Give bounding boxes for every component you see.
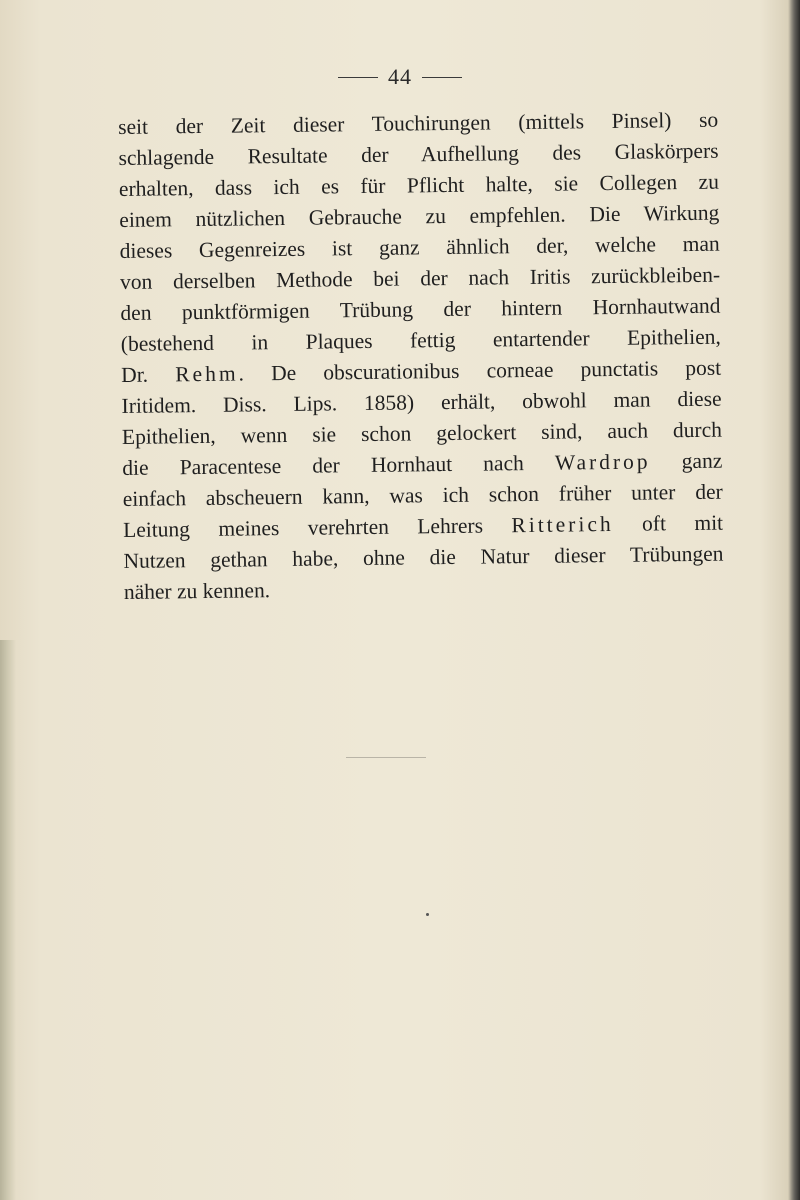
text-line: erhalten, dass ich es für Pflicht halte, sie Collegen zu	[118, 169, 720, 201]
text-line: einem nützlichen Gebrauche zu empfehlen. Die Wirkung	[119, 200, 720, 232]
faint-rule	[346, 757, 426, 758]
text-line: Nutzen gethan habe, ohne die Natur dieser Trübungen	[123, 541, 724, 573]
text-ganz: ganz	[681, 448, 723, 474]
page-right-edge	[788, 0, 800, 1200]
text-line: (bestehend in Plaques fettig entartender Epithelien,	[120, 324, 721, 356]
header-rule-right	[422, 77, 462, 78]
page-left-shadow	[0, 640, 16, 1200]
text-dr: Dr.	[121, 362, 149, 387]
text-dr-suffix: . De obscurationibus corneae punctatis post	[238, 355, 722, 386]
text-line-last: näher zu kennen.	[123, 578, 271, 604]
text-line: seit der Zeit dieser Touchirungen (mittels Pinsel) so	[118, 107, 719, 139]
body-paragraph	[118, 105, 724, 608]
text-leitung: Leitung meines verehrten Lehrers	[122, 513, 484, 542]
page-header	[0, 64, 800, 90]
author-name-wardrop: Wardrop	[554, 449, 651, 475]
text-line: Iritidem. Diss. Lips. 1858) erhält, obwohl man diese	[121, 386, 722, 418]
text-line: Epithelien, wenn sie schon gelockert sind, auch durch	[121, 417, 723, 449]
text-line: den punktförmigen Trübung der hintern Hornhautwand	[120, 293, 721, 325]
text-line: einfach abscheuern kann, was ich schon früher unter der	[122, 479, 723, 511]
text-line: schlagende Resultate der Aufhellung des Glaskörpers	[118, 138, 719, 170]
paper-speck	[426, 913, 429, 916]
header-rule-left	[338, 77, 378, 78]
text-line: dieses Gegenreizes ist ganz ähnlich der, welche man	[119, 231, 720, 263]
author-name-rehm: Rehm	[175, 361, 239, 387]
page-number: 44	[388, 64, 412, 89]
author-name-ritterich: Ritterich	[511, 511, 614, 538]
text-line: von derselben Methode bei der nach Iritis zurückbleiben-	[119, 262, 721, 294]
text-paracentese: die Paracentese der Hornhaut nach	[122, 451, 524, 480]
text-oft-mit: oft mit	[641, 510, 724, 536]
